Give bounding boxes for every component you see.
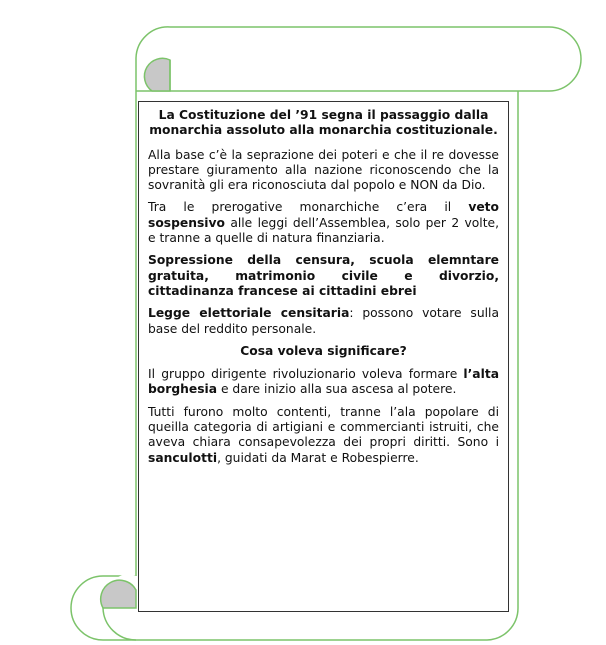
section-subtitle: Cosa voleva significare? xyxy=(240,343,407,358)
paragraph-bourgeoisie xyxy=(148,367,499,398)
scroll-top-roll-left xyxy=(136,27,170,58)
bourgeoisie-bold: l’alta borghesia xyxy=(148,367,499,397)
veto-text-before: Tra le prerogative monarchiche c’era il xyxy=(148,200,469,215)
page-title: La Costituzione del ’91 segna il passaggio dalla monarchia assoluto alla monarchia costituzionale. xyxy=(149,108,498,138)
sanculotti-text-before: Tutti furono molto contenti, tranne l’ala popolare di queilla categoria di artigiani e commercianti istruiti, che aveva chiara consapevolezza dei propri diritti. Sono i xyxy=(148,404,499,450)
veto-bold: veto sospensivo xyxy=(148,200,499,230)
sanculotti-bold: sanculotti xyxy=(148,450,218,465)
bourgeoisie-text-before: Il gruppo dirigente rivoluzionario voleva formare xyxy=(148,367,464,382)
veto-text-after: alle leggi dell’Assemblea, solo per 2 volte, e tranne a quelle di natura finanziaria. xyxy=(148,215,499,246)
sanculotti-text-after: , guidati da Marat e Robespierre. xyxy=(217,450,419,465)
scroll-bottom-curl-fill xyxy=(101,580,136,608)
paragraph-separation-of-powers: Alla base c’è la seprazione dei poteri e che il re dovesse prestare giuramento alla nazione riconoscendo che la sovranità gli era riconosciuta dal popolo e NON da Dio. xyxy=(148,147,499,193)
paragraph-reforms: Sopressione della censura, scuola elemntare gratuita, matrimonio civile e divorzio, cittadinanza francese ai cittadini ebrei xyxy=(148,253,499,298)
paragraph-electoral-law xyxy=(148,306,499,337)
electoral-law-text: : possono votare sulla base del reddito personale. xyxy=(148,306,499,336)
paragraph-veto xyxy=(148,200,499,246)
content-box xyxy=(138,101,509,612)
electoral-law-bold: Legge elettoriale censitaria xyxy=(148,306,350,321)
bourgeoisie-text-after: e dare inizio alla sua ascesa al potere. xyxy=(217,382,457,397)
paragraph-sanculotti xyxy=(148,405,499,466)
